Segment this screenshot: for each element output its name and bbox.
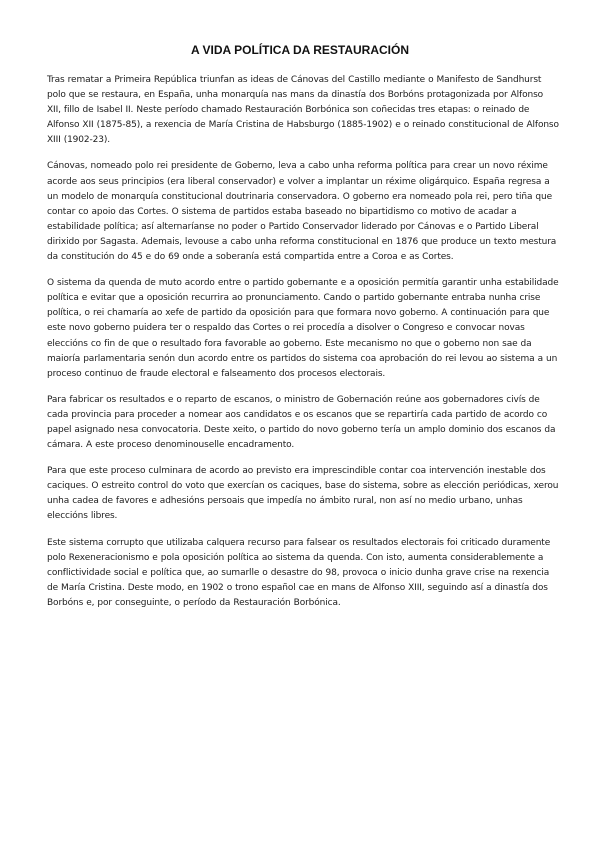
page-title: A VIDA POLÍTICA DA RESTAURACIÓN	[191, 43, 409, 57]
paragraph-intro: Tras rematar a Primeira República triunfan as ideas de Cánovas del Castillo mediante o Manifesto de Sandhurst polo que se restaura, en España, unha monarquía nas mans da dinastía dos Borbóns protagonizada por Alfonso XII, fillo de Isabel II. Neste período chamado Restauración Borbónica son coñecidas tres etapas: o reinado de Alfonso XII (1875-85), a rexencia de María Cristina de Habsburgo (1885-1902) e o reinado constitucional de Alfonso XIII (1902-23).	[47, 75, 559, 146]
paragraph-encadramento: Para fabricar os resultados e o reparto de escanos, o ministro de Gobernación reúne aos gobernadores civís de cada provincia para proceder a nomear aos candidatos e os escanos que se repartiría cada partido de acordo co papel asignado nesa convocatoria. Deste xeito, o partido do novo goberno tería un amplo dominio dos escanos da cámara. A este proceso denominouselle encadramento.	[47, 394, 556, 451]
paragraph-caciques: Para que este proceso culminara de acordo ao previsto era imprescindible contar coa intervención inestable dos caciques. O estreito control do voto que exercían os caciques, base do sistema, sobre as elección periódicas, xerou unha cadea de favores e adhesións persoais que impedía no ámbito rural, non así no medio urbano, unhas eleccións libres.	[47, 466, 559, 522]
document-body	[47, 73, 559, 622]
paragraph-quenda-system: O sistema da quenda de muto acordo entre o partido gobernante e a oposición permitía garantir unha estabilidade política e evitar que a oposición recurrira ao pronunciamento. Cando o partido gobernante entraba nunha crise política, o rei chamaría ao xefe de partido da oposición para que formara novo goberno. A continuación para que este novo goberno puidera ter o respaldo das Cortes o rei procedía a disolver o Congreso e convocar novas eleccións co fin de que o resultado fora favorable ao goberno. Este mecanismo no que o goberno non sae da maioría parlamentaria senón dun acordo entre os partidos do sistema coa aprobación do rei levou ao sistema a un proceso continuo de fraude electoral e falseamento dos procesos electorais.	[47, 278, 559, 379]
paragraph-conclusion: Este sistema corrupto que utilizaba calquera recurso para falsear os resultados electorais foi criticado duramente polo Rexeneracionismo e pola oposición política ao sistema da quenda. Con isto, aumenta considerablemente a conflictividade social e política que, ao sumarlle o desastre do 98, provoca o inicio dunha grave crise na rexencia de María Cristina. Deste modo, en 1902 o trono español cae en mans de Alfonso XIII, seguindo así a dinastía dos Borbóns e, por conseguinte, o período da Restauración Borbónica.	[47, 537, 551, 608]
paragraph-canovas-reform: Cánovas, nomeado polo rei presidente de Goberno, leva a cabo unha reforma política para crear un novo réxime acorde aos seus principios (era liberal conservador) e volver a implantar un réxime oligárquico. España regresa a un modelo de monarquía constitucional doutrinaria conservadora. O goberno era nomeado pola rei, pero tiña que contar co apoio das Cortes. O sistema de partidos estaba baseado no bipartidismo co motivo de acadar a estabilidade política; así alternaríanse no poder o Partido Conservador liderado por Cánovas e o Partido Liberal dirixido por Sagasta. Ademais, levouse a cabo unha reforma constitucional en 1876 que produce un texto mestura da constitución do 45 e do 69 onde a soberanía está compartida entre a Coroa e as Cortes.	[47, 161, 557, 263]
